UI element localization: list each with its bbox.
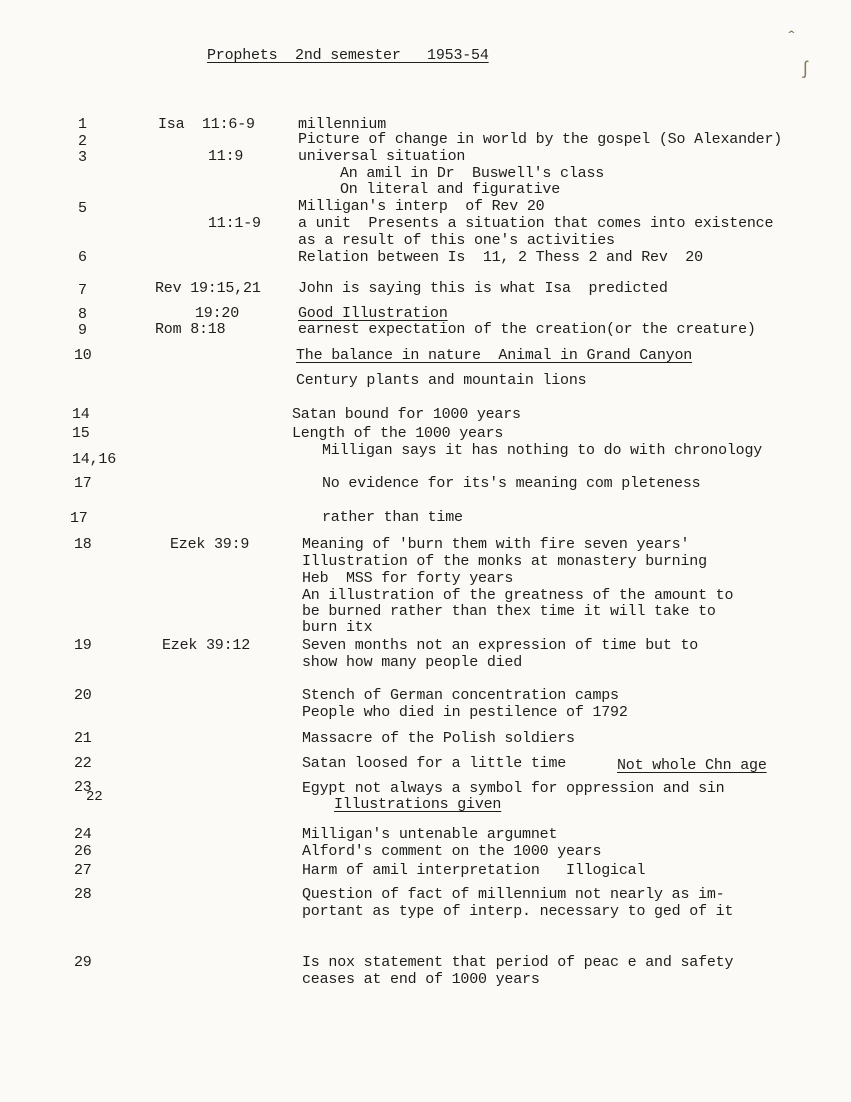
line-number: 14,16 [72, 451, 117, 468]
scripture-ref: 11:9 [208, 148, 244, 165]
note-text: Not whole Chn age [617, 757, 767, 774]
note-text: Relation between Is 11, 2 Thess 2 and Rev 20 [298, 249, 703, 266]
scripture-ref: 19:20 [195, 305, 240, 322]
note-text: Picture of change in world by the gospel (So Alexander) [298, 131, 783, 148]
line-number: 5 [78, 200, 87, 217]
note-text: Is nox statement that period of peac e and safety [302, 954, 734, 971]
note-text: John is saying this is what Isa predicted [298, 280, 668, 297]
line-number: 24 [74, 826, 92, 843]
scripture-ref: Ezek 39:12 [162, 637, 251, 654]
line-number: 3 [78, 149, 87, 166]
note-text: portant as type of interp. necessary to ged of it [302, 903, 734, 920]
line-number-overstrike: 22 [86, 789, 103, 805]
note-text: Alford's comment on the 1000 years [302, 843, 602, 860]
line-number: 23 [74, 779, 92, 796]
note-text: The balance in nature Animal in Grand Canyon [296, 347, 693, 364]
note-text: Massacre of the Polish soldiers [302, 730, 575, 747]
page-title: Prophets 2nd semester 1953-54 [207, 47, 489, 64]
line-number: 17 [74, 475, 92, 492]
note-text: rather than time [322, 509, 463, 526]
stray-mark: ʃ [800, 60, 811, 80]
line-number: 7 [78, 282, 87, 299]
note-text: Century plants and mountain lions [296, 372, 587, 389]
note-text: Stench of German concentration camps [302, 687, 619, 704]
line-number: 22 [74, 755, 92, 772]
line-number: 17 [70, 510, 88, 527]
note-text: Heb MSS for forty years [302, 570, 514, 587]
line-number: 8 [78, 306, 87, 323]
note-text: Question of fact of millennium not nearly as im- [302, 886, 725, 903]
note-text: Harm of amil interpretation Illogical [302, 862, 646, 879]
note-text: On literal and figurative [340, 181, 561, 198]
line-number: 9 [78, 322, 87, 339]
note-text: ceases at end of 1000 years [302, 971, 540, 988]
note-text: No evidence for its's meaning com pleteness [322, 475, 701, 492]
note-text: millennium [298, 116, 387, 133]
line-number: 18 [74, 536, 92, 553]
scripture-ref: 11:1-9 [208, 215, 261, 232]
note-text: Illustrations given [334, 796, 502, 813]
note-text: Satan bound for 1000 years [292, 406, 521, 423]
note-text: as a result of this one's activities [298, 232, 615, 249]
note-text: An amil in Dr Buswell's class [340, 165, 605, 182]
line-number: 10 [74, 347, 92, 364]
note-text: Length of the 1000 years [292, 425, 504, 442]
line-number: 28 [74, 886, 92, 903]
note-text: universal situation [298, 148, 466, 165]
note-text: Milligan's interp of Rev 20 [298, 198, 545, 215]
scripture-ref: Isa 11:6-9 [158, 116, 255, 133]
note-text: Illustration of the monks at monastery burning [302, 553, 707, 570]
scripture-ref: Rev 19:15,21 [155, 280, 261, 297]
line-number: 15 [72, 425, 90, 442]
note-text: Good Illustration [298, 305, 448, 322]
note-text: Milligan says it has nothing to do with chronology [322, 442, 763, 459]
scripture-ref: Rom 8:18 [155, 321, 226, 338]
scripture-ref: Ezek 39:9 [170, 536, 250, 553]
note-text: show how many people died [302, 654, 523, 671]
note-text: a unit Presents a situation that comes into existence [298, 215, 774, 232]
note-text: burn itx [302, 619, 373, 636]
note-text: People who died in pestilence of 1792 [302, 704, 628, 721]
note-text: Egypt not always a symbol for oppression and sin [302, 780, 725, 797]
line-number: 2 [78, 133, 87, 150]
note-text: Milligan's untenable argumnet [302, 826, 558, 843]
line-number: 20 [74, 687, 92, 704]
note-text: be burned rather than thex time it will take to [302, 603, 716, 620]
note-text: Satan loosed for a little time [302, 755, 567, 772]
line-number: 1 [78, 116, 87, 133]
line-number: 6 [78, 249, 87, 266]
note-text: earnest expectation of the creation(or the creature) [298, 321, 756, 338]
line-number: 29 [74, 954, 92, 971]
note-text: An illustration of the greatness of the amount to [302, 587, 734, 604]
stray-mark: ˆ [786, 30, 797, 50]
note-text: Meaning of 'burn them with fire seven years' [302, 536, 690, 553]
note-text: Seven months not an expression of time but to [302, 637, 699, 654]
line-number: 26 [74, 843, 92, 860]
line-number: 27 [74, 862, 92, 879]
line-number: 21 [74, 730, 92, 747]
line-number: 14 [72, 406, 90, 423]
line-number: 19 [74, 637, 92, 654]
